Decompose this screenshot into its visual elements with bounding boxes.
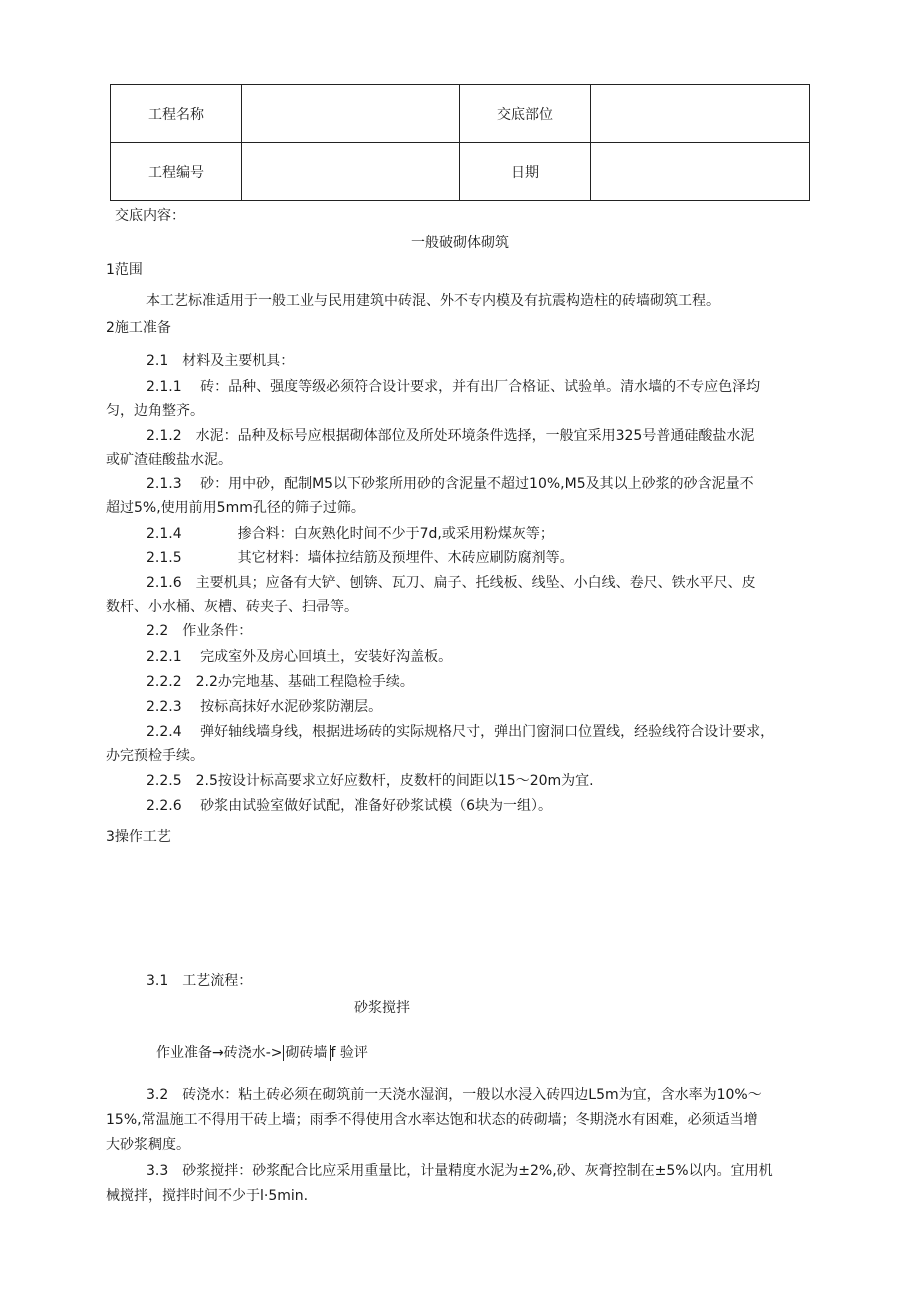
content-label: 交底内容： [115,208,185,224]
subsection-heading: 2.1 材料及主要机具： [146,353,295,369]
subsection-heading: 3.1 工艺流程： [146,973,253,989]
table-row [111,143,810,201]
disclosure-part-label: 交底部位 [460,85,591,143]
paragraph: 2.2.3 按标高抹好水泥砂浆防潮层。 [146,699,383,715]
flow-steps-start: 作业准备→砖浇水-> [156,1045,283,1061]
project-no-value [242,143,460,201]
paragraph: 本工艺标准适用于一般工业与民用建筑中砖混、外不专内模及有抗震构造柱的砖墙砌筑工程。 [146,293,720,309]
disclosure-part-value [591,85,810,143]
subsection-heading: 2.2 作业条件： [146,623,253,639]
paragraph: 15%,常温施工不得用干砖上墙；雨季不得使用含水率达饱和状态的砖砌墙；冬期浇水有困难，必须适当增 [106,1112,758,1128]
section-heading: 3操作工艺 [106,829,171,845]
paragraph: 超过5%,使用前用5mm孔径的筛子过筛。 [106,500,365,516]
header-table [110,84,810,201]
paragraph: 或矿渣硅酸盐水泥。 [106,452,232,468]
paragraph: 2.2.2 2.2办完地基、基础工程隐检手续。 [146,674,414,690]
project-name-label: 工程名称 [111,85,242,143]
paragraph: 2.2.1 完成室外及房心回填土，安装好沟盖板。 [146,649,453,665]
paragraph: 大砂浆稠度。 [106,1137,190,1153]
flow-node-brick-laying: 砌砖墙 [283,1045,331,1061]
paragraph: 2.2.4 弹好轴线墙身线，根据进场砖的实际规格尺寸，弹出门窗洞口位置线，经验线符合设计要求， [146,724,775,740]
table-row [111,85,810,143]
paragraph: 数杆、小水桶、灰槽、砖夹子、扫帚等。 [106,599,358,615]
paragraph: 械搅拌，搅拌时间不少于l·5min. [106,1188,309,1204]
flow-node-mortar-mixing: 砂浆搅拌 [354,1000,410,1016]
paragraph: 2.1.2 水泥：品种及标号应根据砌体部位及所处环境条件选择，一般宜采用325号普通硅酸盐水泥 [146,428,755,444]
project-name-value [242,85,460,143]
section-heading: 1范围 [106,262,143,278]
date-label: 日期 [460,143,591,201]
paragraph: 2.1.1 砖：品种、强度等级必须符合设计要求，并有出厂合格证、试验单。清水墙的不专应色泽均 [146,379,761,395]
document-title: 一般破砌体砌筑 [411,235,509,251]
paragraph: 2.1.4 掺合料：白灰熟化时间不少于7d,或采用粉煤灰等； [146,526,554,542]
section-heading: 2施工准备 [106,320,171,336]
paragraph: 2.1.3 砂：用中砂，配制M5以下砂浆所用砂的含泥量不超过10%,M5及其以上砂浆的砂含泥量不 [146,476,754,492]
paragraph: 匀，边角整齐。 [106,403,204,419]
flow-steps-end: f 验评 [330,1045,368,1061]
process-flow [156,1043,368,1063]
paragraph: 办完预检手续。 [106,748,204,764]
paragraph: 2.1.6 主要机具；应备有大铲、刨锛、瓦刀、扁子、托线板、线坠、小白线、卷尺、铁水平尺、皮 [146,575,756,591]
paragraph: 2.2.5 2.5按设计标高要求立好应数杆，皮数杆的间距以15～20m为宜. [146,773,594,789]
paragraph: 3.3 砂浆搅拌：砂浆配合比应采用重量比，计量精度水泥为±2%,砂、灰膏控制在±5%以内。宜用机 [146,1163,773,1179]
paragraph: 3.2 砖浇水：粘土砖必须在砌筑前一天浇水湿润，一般以水浸入砖四边L5m为宜，含水率为10%～ [146,1087,762,1103]
project-no-label: 工程编号 [111,143,242,201]
paragraph: 2.1.5 其它材料：墙体拉结筋及预埋件、木砖应刷防腐剂等。 [146,550,574,566]
paragraph: 2.2.6 砂浆由试验室做好试配，准备好砂浆试模（6块为一组）。 [146,798,552,814]
date-value [591,143,810,201]
